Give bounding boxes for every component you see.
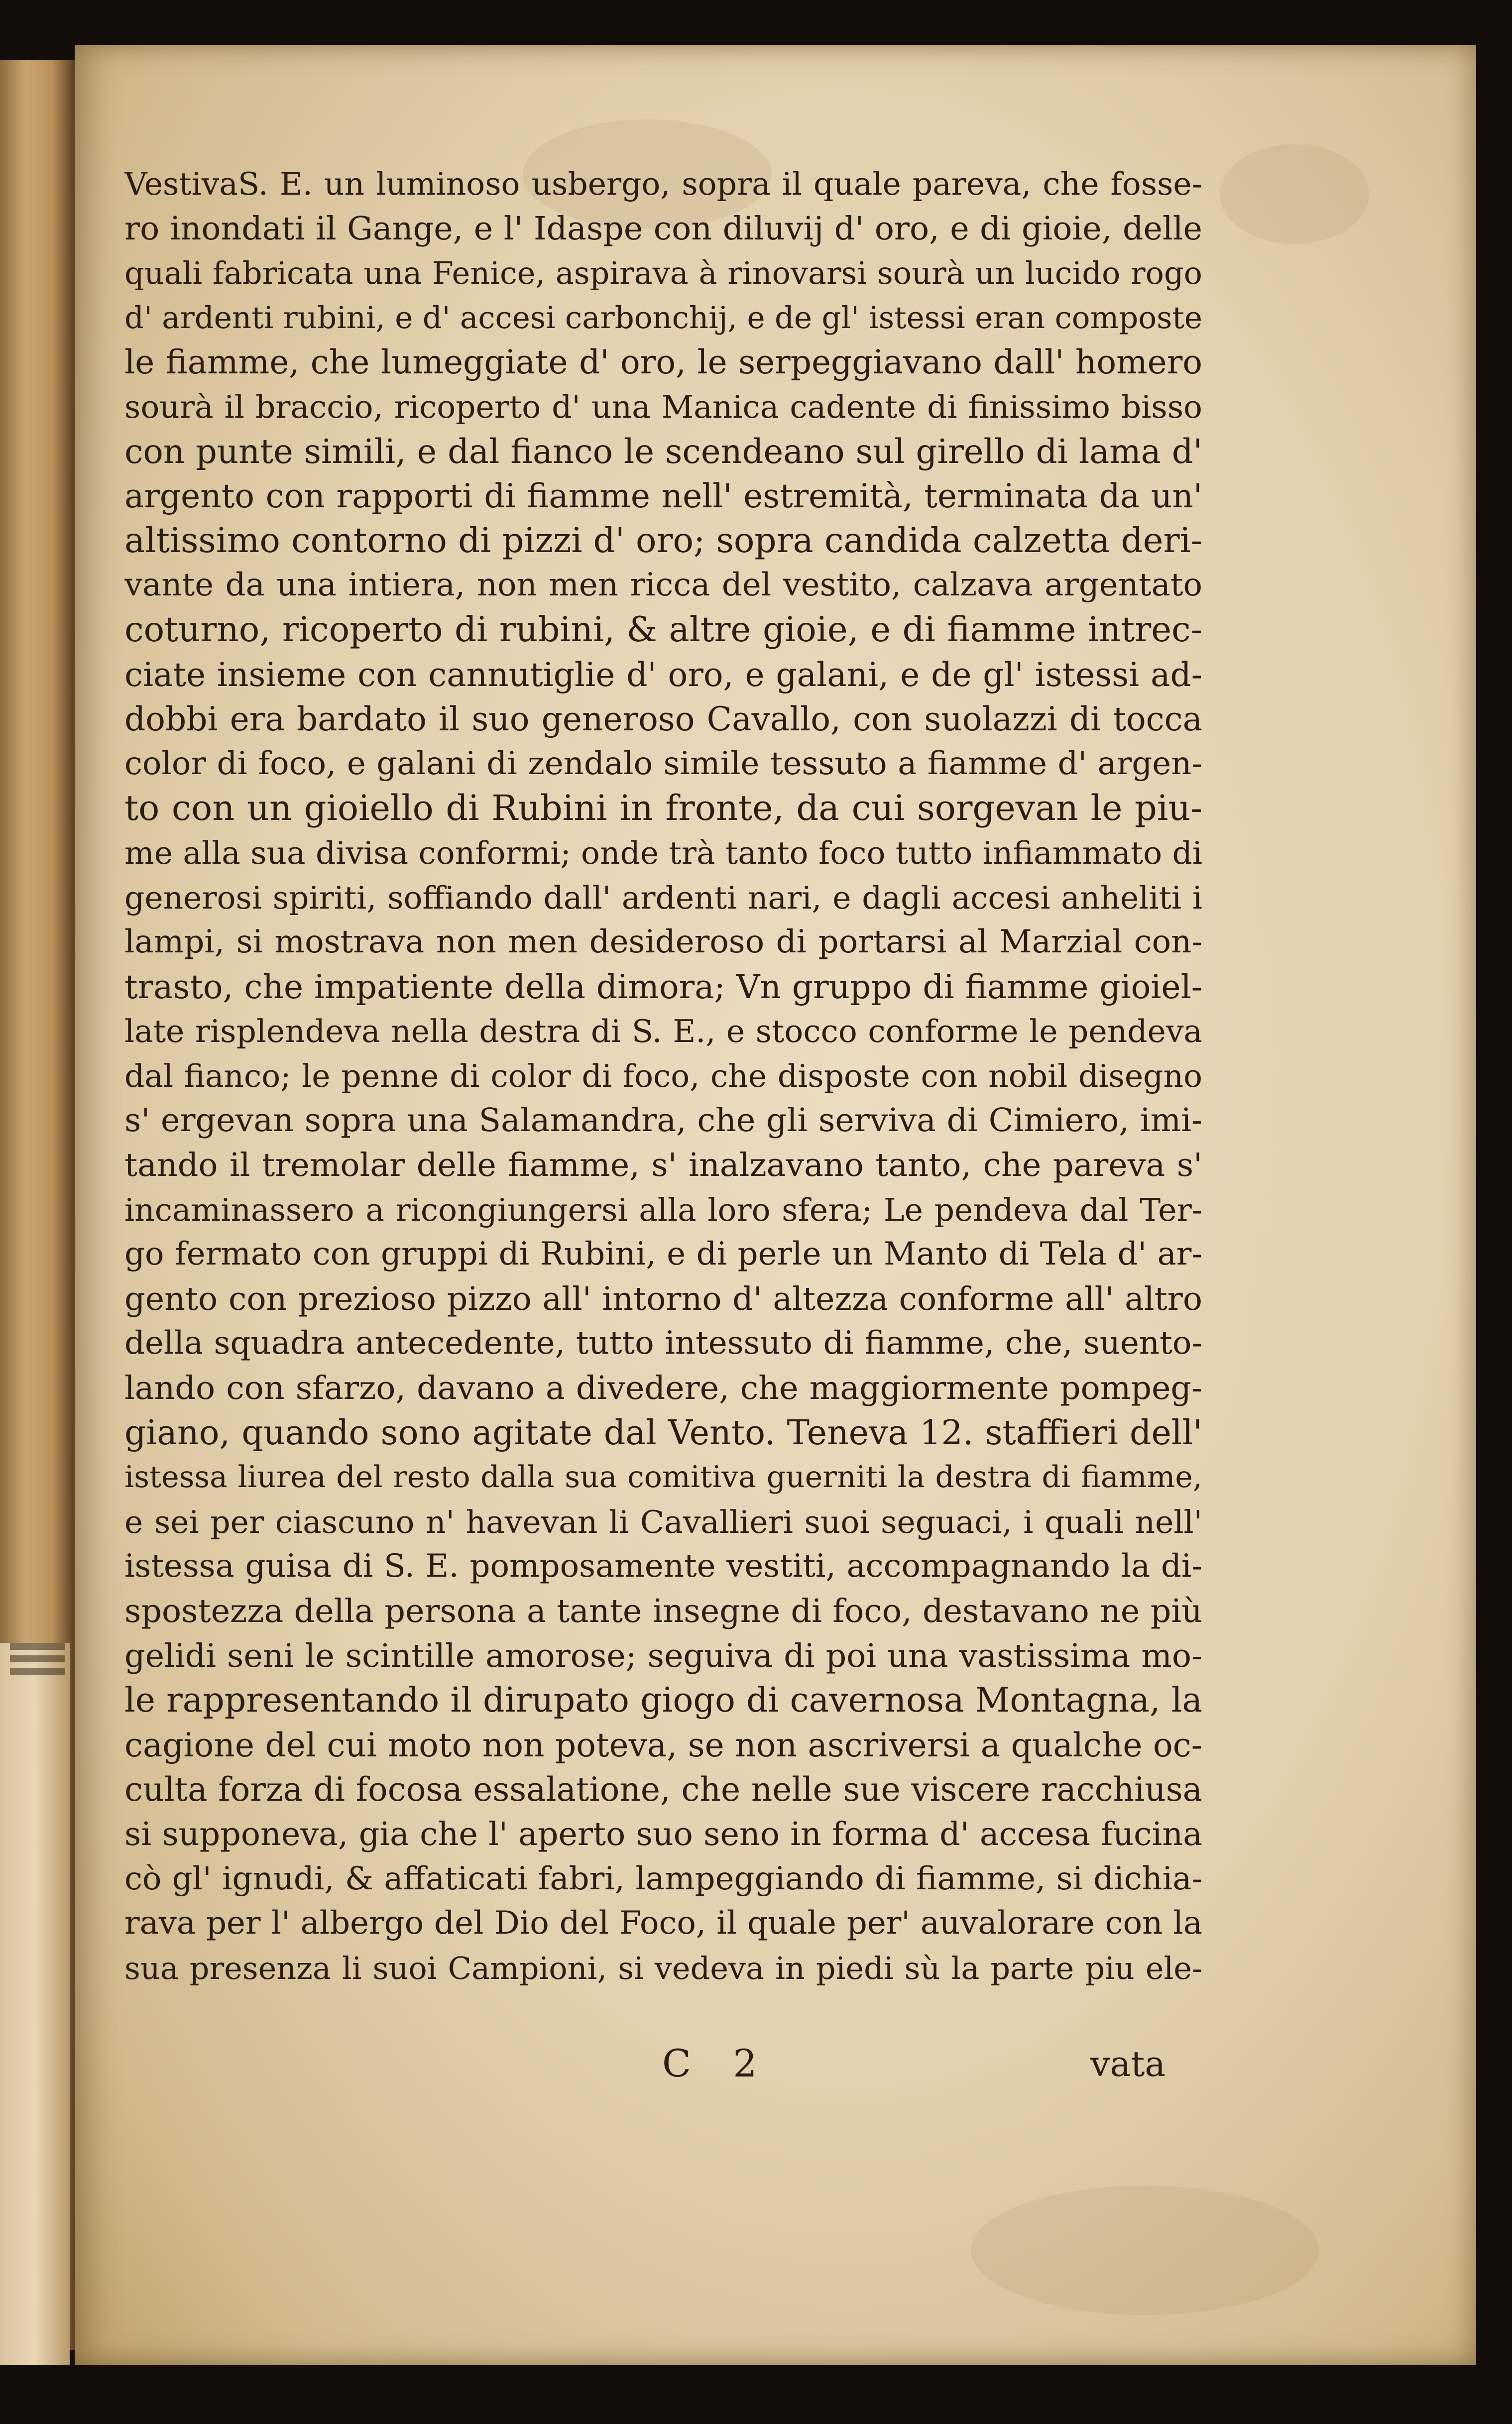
text-line: s' ergevan sopra una Salamandra, che gli serviva di Cimiero, imi- [124,1102,1202,1140]
text-line: giano, quando sono agitate dal Vento. Teneva 12. staffieri dell' [124,1413,1202,1453]
text-line: to con un gioiello di Rubini in fronte, da cui sorgevan le piu- [124,788,1202,829]
paper-stain [1220,144,1369,244]
left-page-edge-lower [0,1643,70,2365]
binding-thread-mark [10,1655,65,1662]
text-line: con punte simili, e dal fianco le scendeano sul girello di lama d' [124,432,1202,471]
page-text [124,162,1202,1990]
text-line: le fiamme, che lumeggiate d' oro, le serpeggiavano dall' homero [124,343,1202,382]
text-line: lando con sfarzo, davano a divedere, che maggiormente pompeg- [124,1370,1202,1407]
text-line: le rappresentando il dirupato giogo di cavernosa Montagna, la [124,1681,1202,1721]
text-line: d' ardenti rubini, e d' accesi carbonchij, e de gl' istessi eran composte [124,300,1202,336]
text-line: argento con rapporti di fiamme nell' estremità, terminata da un' [124,477,1202,516]
text-line: spostezza della persona a tante insegne di foco, destavano ne più [124,1593,1202,1630]
catchword: vata [1090,2044,1166,2084]
text-line: coturno, ricoperto di rubini, & altre gioie, e di fiamme intrec- [124,609,1202,650]
text-line: ro inondati il Gange, e l' Idaspe con diluvij d' oro, e di gioie, delle [124,210,1202,247]
text-line: altissimo contorno di pizzi d' oro; sopra candida calzetta deri- [124,520,1202,561]
text-line: cò gl' ignudi, & affaticati fabri, lampeggiando di fiamme, si dichia- [124,1860,1202,1897]
text-line: dal fianco; le penne di color di foco, che disposte con nobil disegno [124,1057,1202,1094]
binding-thread-mark [10,1643,65,1650]
text-line: tando il tremolar delle fiamme, s' inalzavano tanto, che pareva s' [124,1147,1202,1184]
text-line: sourà il braccio, ricoperto d' una Manica cadente di finissimo bisso [124,388,1202,425]
text-line: incaminassero a ricongiungersi alla loro sfera; Le pendeva dal Ter- [124,1191,1202,1228]
text-line: me alla sua divisa conformi; onde trà tanto foco tutto infiammato di [124,834,1202,871]
text-line: vante da una intiera, non men ricca del vestito, calzava argentato [124,567,1202,604]
text-line: si supponeva, gia che l' aperto suo seno in forma d' accesa fucina [124,1815,1202,1853]
text-line: lampi, si mostrava non men desideroso di portarsi al Marzial con- [124,923,1202,961]
signature-mark: C 2 [662,2041,772,2085]
text-line: culta forza di focosa essalatione, che nelle sue viscere racchiusa [124,1770,1202,1809]
text-line: sua presenza li suoi Campioni, si vedeva in piedi sù la parte piu ele- [124,1950,1202,1986]
text-line: gento con prezioso pizzo all' intorno d' altezza conforme all' altro [124,1280,1202,1318]
text-line: rava per l' albergo del Dio del Foco, il quale per' auvalorare con la [124,1905,1202,1942]
text-line: quali fabricata una Fenice, aspirava à rinovarsi sourà un lucido rogo [124,255,1202,292]
text-line: e sei per ciascuno n' havevan li Cavallieri suoi seguaci, i quali nell' [124,1503,1202,1540]
text-line: gelidi seni le scintille amorose; seguiva di poi una vastissima mo- [124,1637,1202,1675]
text-line: go fermato con gruppi di Rubini, e di perle un Manto di Tela d' ar- [124,1236,1202,1273]
text-line: late risplendeva nella destra di S. E., e stocco conforme le pendeva [124,1013,1202,1050]
text-line: trasto, che impatiente della dimora; Vn gruppo di fiamme gioiel- [124,967,1202,1006]
text-line: dobbi era bardato il suo generoso Cavallo, con suolazzi di tocca [124,700,1202,739]
text-line: generosi spiriti, soffiando dall' ardenti nari, e dagli accesi anheliti i [124,879,1202,916]
binding-thread-mark [10,1668,65,1675]
text-line: ciate insieme con cannutiglie d' oro, e galani, e de gl' istessi ad- [124,655,1202,694]
text-line: istessa liurea del resto dalla sua comitiva guerniti la destra di fiamme, [124,1460,1202,1495]
text-line: cagione del cui moto non poteva, se non ascriversi a qualche oc- [124,1726,1202,1764]
text-line: color di foco, e galani di zendalo simile tessuto a fiamme d' argen- [124,745,1202,782]
paper-stain [971,2186,1319,2315]
text-line: istessa guisa di S. E. pomposamente vestiti, accompagnando la di- [124,1548,1202,1585]
text-line: della squadra antecedente, tutto intessuto di fiamme, che, suento- [124,1325,1202,1362]
text-line: VestivaS. E. un luminoso usbergo, sopra il quale pareva, che fosse- [124,166,1202,202]
